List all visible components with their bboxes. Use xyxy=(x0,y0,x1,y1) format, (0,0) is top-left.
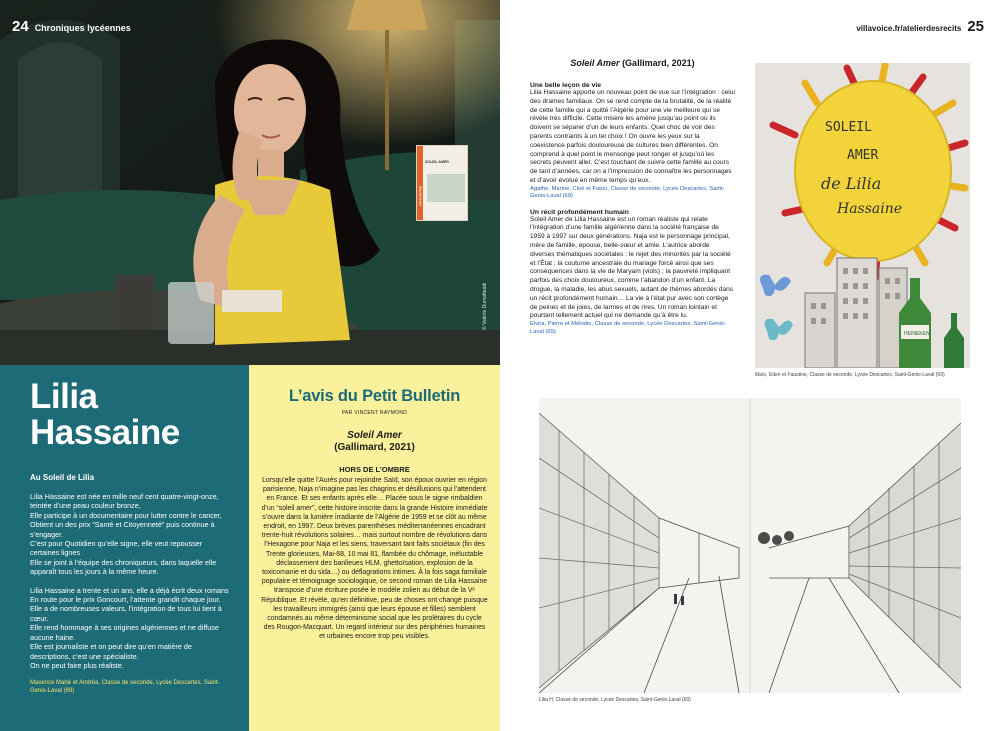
sun-text-2: AMER xyxy=(847,148,879,163)
bio-poem xyxy=(30,492,231,670)
review2-heading: Un récit profondément humain xyxy=(530,208,629,216)
site-url: villavoice.fr/atelierdesrecits xyxy=(856,24,962,33)
author-name-line2: Hassaine xyxy=(30,413,180,452)
bio-line: Obtient un des prix “Santé et Citoyenneté” puis continue à s’engager. xyxy=(30,520,215,539)
bio-line: En route pour le prix Goncourt, l’attente grandit chaque jour. xyxy=(30,595,221,605)
bio-line: Lilia Hassaine est née en mille neuf cent quatre-vingt-onze, teintée d’une peau couleur bronze, xyxy=(30,492,219,511)
cover-spine-text-art xyxy=(417,146,423,222)
sun-text-4: Hassaine xyxy=(837,201,903,217)
author-name-line1: Lilia xyxy=(30,377,98,416)
bio-line: Elle est journaliste et on peut dire qu’en matière de descriptions, c’est une spécialiste. xyxy=(30,642,192,661)
review-column xyxy=(249,365,500,731)
reviews-title xyxy=(530,58,735,68)
sun-artwork xyxy=(755,63,970,368)
street-sketch-art xyxy=(539,398,961,693)
right-page-header xyxy=(856,18,984,35)
reviews-title-book: Soleil Amer xyxy=(570,58,620,68)
bio-line: Lilia Hassaine a trente et un ans, elle a déjà écrit deux romans xyxy=(30,585,229,595)
cover-spine-text: HASSAINE xyxy=(417,185,423,206)
review-book-title: Soleil Amer xyxy=(347,430,402,441)
bio-line: C’est pour Quotidien qu’elle signe, elle veut repousser certaines lignes xyxy=(30,539,203,558)
bio-line: On ne peut faire plus réaliste. xyxy=(30,660,124,670)
right-page-number: 25 xyxy=(967,18,984,35)
bio-line: Elle rend hommage à ses origines algériennes et ne diffuse aucune haine. xyxy=(30,623,219,642)
left-page-number: 24 xyxy=(12,18,29,35)
bio-students-credit: Maxence Mahé et Andréa, Classe de seconde, Lycée Descartes, Saint-Genis-Laval (69) xyxy=(30,680,220,694)
bottle-label: HEINEKEN xyxy=(904,331,930,337)
bio-line: Elle a de nombreuses valeurs, l’intégration de tous lui tient à cœur. xyxy=(30,604,222,623)
review1-heading: Une belle leçon de vie xyxy=(530,82,602,89)
review-byline: PAR VINCENT RAYMOND xyxy=(341,410,408,416)
cover-illustration xyxy=(427,174,465,202)
cover-title: SOLEIL AMER xyxy=(425,160,449,164)
left-page-header xyxy=(12,18,131,35)
author-bio-column xyxy=(0,365,249,731)
review-heading: L’avis du Petit Bulletin xyxy=(288,387,461,405)
review-subhead: HORS DE L’OMBRE xyxy=(339,465,410,474)
bio-line: Elle participe à un documentaire pour lutter contre le cancer, xyxy=(30,510,222,520)
sun-artwork-caption: Maïo, Eden et Faustine, Classe de seconde, Lycée Descartes, Saint-Genis-Laval (69) xyxy=(755,372,945,378)
student-reviews-column xyxy=(530,58,735,336)
review2-students: Elvira, Pierre et Mélodie, Classe de seconde, Lycée Descartes, Saint-Genis-Laval (69) xyxy=(530,321,726,335)
sun-artwork-art xyxy=(755,63,970,368)
sun-text-3: de Lilia xyxy=(821,174,882,193)
review1-students: Agathe, Marine, Cloé et Fatou, Classe de seconde, Lycée Descartes, Saint-Genis-Laval (69) xyxy=(530,185,725,200)
photo-credit: © Valérie Dumatteatti xyxy=(482,282,488,330)
sketch-caption: Lilia H, Classe de seconde, Lycée Descartes, Saint-Genis-Laval (69) xyxy=(539,697,691,703)
sun-text-1: SOLEIL xyxy=(825,120,872,135)
reviews-title-publisher: (Gallimard, 2021) xyxy=(619,58,695,68)
bio-line: Elle se joint à l’équipe des chroniqueurs, dans laquelle elle apparaît tous les jours à la même heure. xyxy=(30,557,217,577)
book-cover-thumbnail xyxy=(416,145,468,221)
section-name: Chroniques lycéennes xyxy=(34,23,131,33)
review-text: Lorsqu’elle quitte l’Aurès pour rejoindre Saïd, son époux ouvrier en région parisienne, Naja n’imagine pas les chagrins et désillusions qui l’attendent en France. Et ses enfants après elle… Placée sous le signe rimbaldien d’un “soleil amer”, cette histoire inscrite dans la grande Histoire immédiate s’ouvre dans la lumière irradiante de l’Algérie de 1959 et se clôt au même endroit, en 1997. Deux brèves parenthèses méditerranéennes encadrant trente-huit révolutions solaires… mais surtout nombre de révolutions dans l’Hexagone pour Naja et les siens, traversant tant faits sociétaux (fin des Trente glorieuses, Mai-68, 10 mai 81, flambée du chômage, inéluctable déclassement des banlieues HLM, ghettoïsation, explosion de la toxicomanie et du sida…) ou déflagrations intimes. À la fois saga familiale populaire et témoignage sociologique, ce second roman de Lilia Hassaine transpose d’une écriture posée le modèle zolien au début de la Vᵉ République. Et révèle, qu’en définitive, peu de choses ont changé puisque les travailleurs immigrés (ainsi que leurs épouse et filles) semblent condamnés au même déterminisme social que les prolétaires du cycle des Rougon-Macquart. Un regard intérieur sur des périphéries humaines et urbaines encore trop peu visibles. xyxy=(261,477,488,641)
bio-subtitle: Au Soleil de Lilia xyxy=(30,473,95,482)
review-publisher: (Gallimard, 2021) xyxy=(334,442,415,453)
author-name xyxy=(30,379,231,451)
review1-text: Lilia Hassaine apporte un nouveau point de vue sur l’intégration : celui des drames familiaux. On se rend compte de la brutalité, de la réalité de cette famille qui a quitté l’Algérie pour une vie meilleure qui se révèle très difficile. Cette misère les amène jusqu’au point où ils doivent se séparer d’un de leurs enfants. Quel choc de voir des parents contraints à un tel choix ! On ouvre les yeux sur la coexistence parfois douloureuse de cultures bien différentes. On comprend à quel point le mensonge peut ronger et jusqu’où les secrets peuvent aller. C’est touchant de suivre cette famille au cours de tant d’années, car on a l’impression de connaître les personnages et d’avoir évolué en même temps qu’eux. xyxy=(530,89,735,184)
review2-text: Soleil Amer de Lilia Hassaine est un roman réaliste qui relate l’intégration d’une famille algérienne dans la société française de 1959 à 1997 sur deux générations. Naja est le personnage principal, mère de famille, épouse, belle-sœur et amie. L’autrice aborde diverses thématiques sociétales : le rejet des minorités par la société et l’État ; la coutume ancestrale du mariage forcé ainsi que ses conséquences dans la vie de Maryam (viols) ; la pauvreté impliquant parfois des choix douloureux, comme l’abandon d’un enfant. La drogue, la maladie, les abus sexuels, autant de thèmes abordés dans un récit profondément humain… La vie à l’état pur avec son cortège de peines et de joies, de larmes et de rires. Un roman lointain et pourtant tellement actuel qui ne demande qu’à être lu. xyxy=(530,215,734,320)
street-sketch xyxy=(539,398,961,693)
